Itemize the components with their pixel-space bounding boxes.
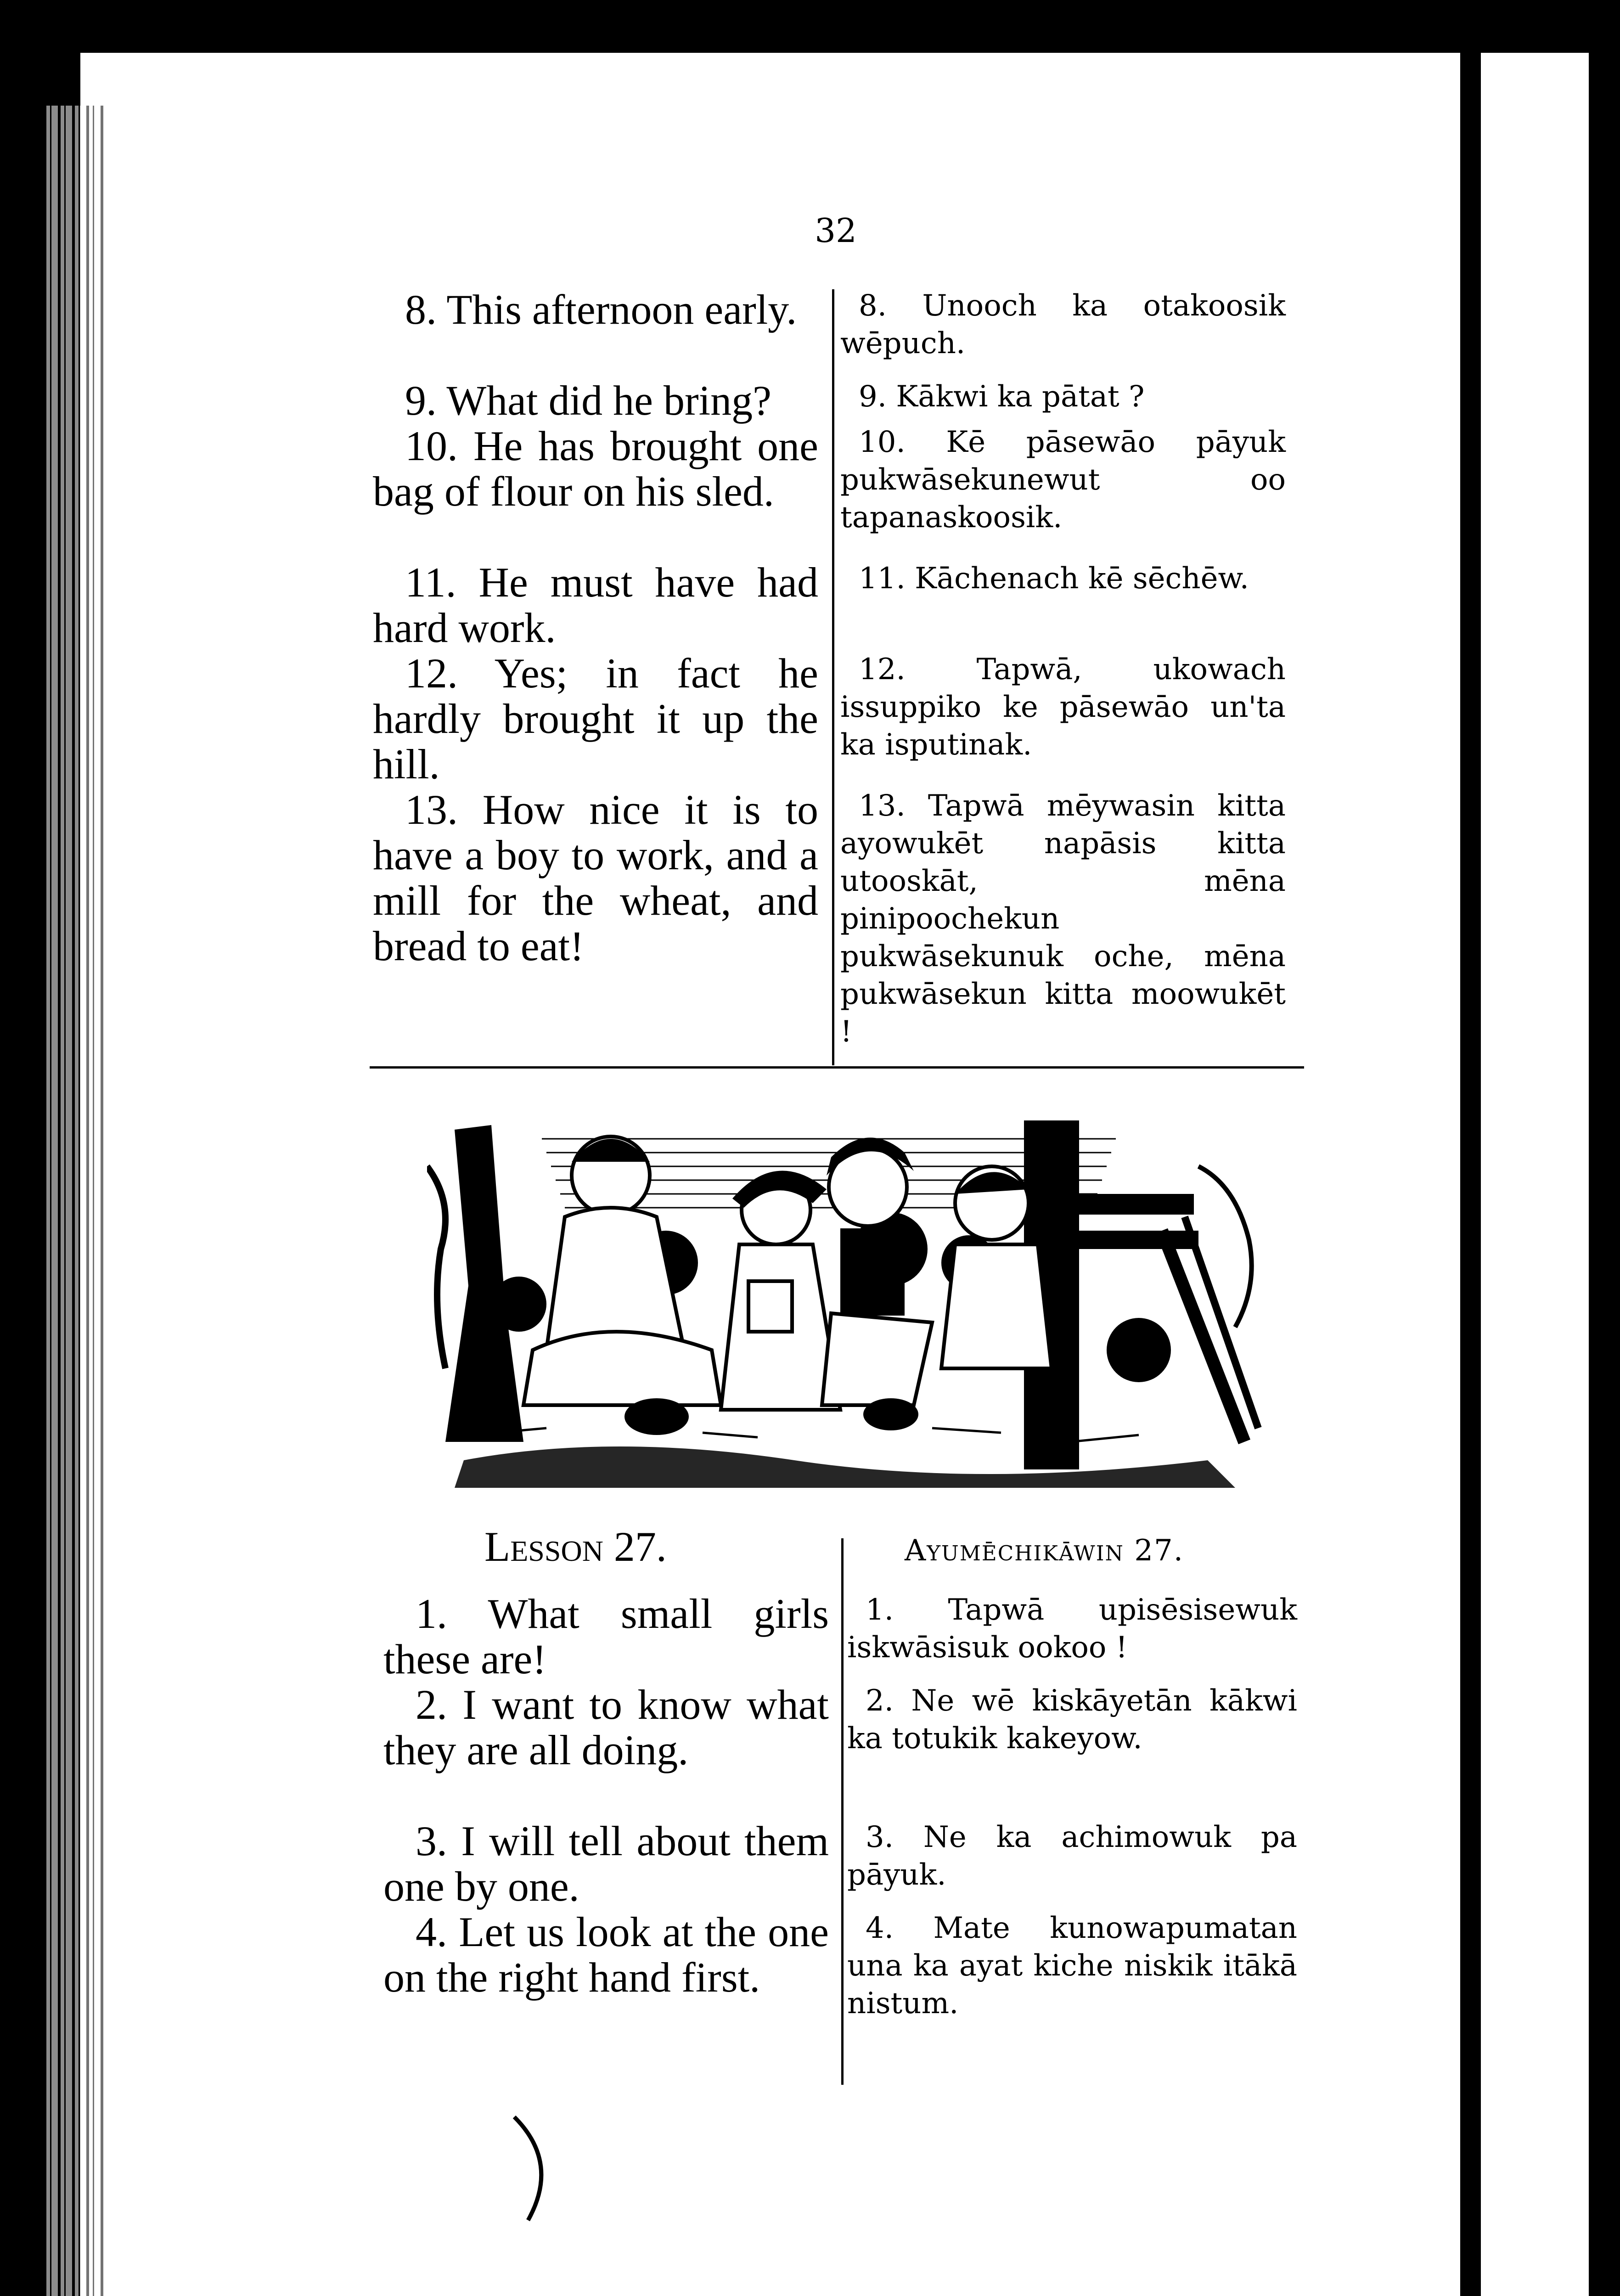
english-verse-11: 11. He must have had hard work. (373, 559, 818, 651)
lesson-english-verse-1: 1. What small girls these are! (383, 1590, 829, 1683)
lesson-cree-verse-4: 4. Mate kunowapumatan una ka ayat kiche niskik itākā nistum. (847, 1911, 1297, 2020)
section-rule (370, 1066, 1304, 1069)
column-divider-2 (841, 1538, 844, 2085)
english-verse-13: 13. How nice it is to have a boy to work, and a mill for the wheat, and bread to eat! (373, 786, 818, 969)
english-column-2 (383, 1591, 829, 2046)
children-reading-engraving (427, 1111, 1267, 1492)
page-number: 32 (815, 211, 857, 250)
cree-verse-8: 8. Unooch ka otakoosik wēpuch. (840, 289, 1286, 360)
english-verse-9: 9. What did he bring? (405, 377, 771, 424)
lesson-english-verse-4: 4. Let us look at the one on the right hand first. (383, 1908, 829, 2001)
binding-gutter (44, 106, 103, 2296)
cree-verse-11: 11. Kāchenach kē sēchēw. (859, 562, 1249, 596)
bracket-mark (510, 2112, 560, 2227)
lesson-cree-verse-3: 3. Ne ka achimowuk pa pāyuk. (847, 1820, 1297, 1892)
english-verse-12: 12. Yes; in fact he hardly brought it up the hill. (373, 650, 818, 788)
cree-column-2 (847, 1591, 1297, 2046)
lesson-heading-cree: Ayumēchikāwin 27. (905, 1534, 1184, 1568)
column-divider-1 (832, 289, 834, 1065)
facing-page-edge (1481, 53, 1589, 2296)
lesson-cree-verse-2: 2. Ne wē kiskāyetān kākwi ka totukik kakeyow. (847, 1684, 1297, 1756)
lesson-english-verse-2: 2. I want to know what they are all doing. (383, 1681, 829, 1773)
cree-verse-9: 9. Kākwi ka pātat ? (859, 380, 1145, 414)
cree-column-1 (840, 287, 1286, 1049)
cree-verse-12: 12. Tapwā, ukowach issuppiko ke pāsewāo un'ta ka isputinak. (840, 653, 1286, 762)
cree-verse-10: 10. Kē pāsewāo pāyuk pukwāsekunewut oo tapanaskoosik. (840, 425, 1286, 535)
lesson-heading-english: Lesson 27. (484, 1523, 667, 1570)
lesson-english-verse-3: 3. I will tell about them one by one. (383, 1818, 829, 1910)
cree-verse-13: 13. Tapwā mēywasin kitta ayowukēt napāsis kitta utooskāt, mēna pinipoochekun pukwāsekunuk oche, mēna pukwāsekun kitta moowukēt ! (840, 789, 1286, 1049)
english-column-1 (373, 287, 818, 1014)
lesson-cree-verse-1: 1. Tapwā upisēsisewuk iskwāsisuk ookoo ! (847, 1593, 1297, 1665)
english-verse-10: 10. He has brought one bag of flour on his sled. (373, 422, 818, 515)
english-verse-8: 8. This afternoon early. (405, 286, 797, 333)
